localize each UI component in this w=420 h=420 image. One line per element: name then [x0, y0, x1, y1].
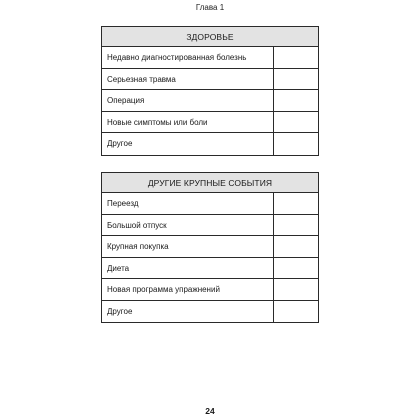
- checkbox-cell[interactable]: [274, 215, 318, 236]
- running-head: Глава 1: [195, 3, 225, 12]
- table-row: [102, 215, 318, 237]
- row-label: Новые симптомы или боли: [102, 112, 274, 133]
- table-row: [102, 133, 318, 155]
- table-row: [102, 193, 318, 215]
- checkbox-cell[interactable]: [274, 69, 318, 90]
- events-table: [101, 172, 319, 323]
- events-table-title: ДРУГИЕ КРУПНЫЕ СОБЫТИЯ: [102, 173, 318, 193]
- checkbox-cell[interactable]: [274, 193, 318, 214]
- checkbox-cell[interactable]: [274, 258, 318, 279]
- table-row: [102, 279, 318, 301]
- checkbox-cell[interactable]: [274, 301, 318, 323]
- table-row: [102, 112, 318, 134]
- row-label: Новая программа упражнений: [102, 279, 274, 300]
- row-label: Диета: [102, 258, 274, 279]
- table-row: [102, 236, 318, 258]
- checkbox-cell[interactable]: [274, 133, 318, 155]
- table-row: [102, 301, 318, 323]
- table-row: [102, 47, 318, 69]
- checkbox-cell[interactable]: [274, 236, 318, 257]
- row-label: Недавно диагностированная болезнь: [102, 47, 274, 68]
- row-label: Крупная покупка: [102, 236, 274, 257]
- health-table-title: ЗДОРОВЬЕ: [102, 27, 318, 47]
- checkbox-cell[interactable]: [274, 47, 318, 68]
- row-label: Большой отпуск: [102, 215, 274, 236]
- table-row: [102, 69, 318, 91]
- checkbox-cell[interactable]: [274, 90, 318, 111]
- row-label: Переезд: [102, 193, 274, 214]
- row-label: Серьезная травма: [102, 69, 274, 90]
- page-number: 24: [205, 406, 215, 416]
- health-table: [101, 26, 319, 156]
- table-row: [102, 258, 318, 280]
- checkbox-cell[interactable]: [274, 279, 318, 300]
- row-label: Другое: [102, 133, 274, 155]
- row-label: Операция: [102, 90, 274, 111]
- table-row: [102, 90, 318, 112]
- row-label: Другое: [102, 301, 274, 323]
- checkbox-cell[interactable]: [274, 112, 318, 133]
